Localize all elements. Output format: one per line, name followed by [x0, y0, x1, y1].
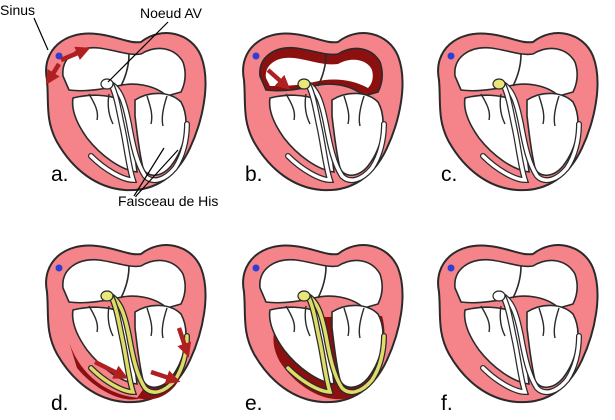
- av-node: [298, 291, 310, 301]
- av-node: [493, 291, 505, 301]
- sinus-node: [448, 265, 455, 272]
- sinus-leader: [34, 18, 48, 50]
- panel-label-d: d.: [51, 392, 69, 415]
- av-node: [101, 291, 113, 301]
- panel-label-a: a.: [51, 163, 69, 186]
- faisceau-de-his-label: Faisceau de His: [118, 193, 219, 209]
- sinus-node: [56, 265, 63, 272]
- av-node: [298, 79, 310, 89]
- sinus-label: Sinus: [0, 2, 36, 18]
- sinus-node: [253, 53, 260, 60]
- panel-label-b: b.: [245, 163, 263, 186]
- panel-label-c: c.: [441, 163, 458, 186]
- panel-label-f: f.: [441, 392, 453, 415]
- noeud-av-label: Noeud AV: [140, 5, 203, 21]
- panel-f-heart: [438, 245, 597, 402]
- sinus-node: [253, 265, 260, 272]
- sinus-node: [448, 53, 455, 60]
- av-node: [101, 79, 113, 89]
- panel-e-heart: [243, 245, 402, 402]
- panel-label-e: e.: [245, 392, 263, 415]
- panel-d-heart: [46, 245, 205, 402]
- panel-a-heart: [46, 33, 205, 190]
- panel-b-heart: [243, 33, 402, 190]
- panel-c-heart: [438, 33, 597, 190]
- av-node: [493, 79, 505, 89]
